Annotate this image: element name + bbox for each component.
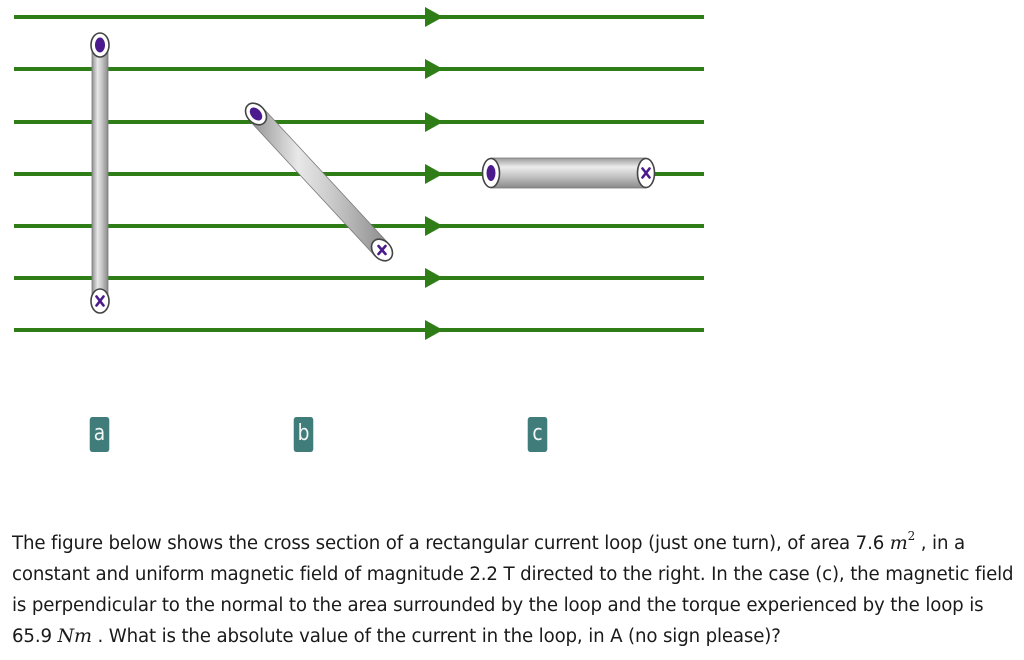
question-part2: , in a constant and uniform magnetic field of magnitude 2.2 T directed to the right. In the case (c), the magnetic field is perpendicular to the normal to the area surrounded by the loop and the torque experienced by the loop is 65.9: [12, 533, 1014, 647]
area-unit: m: [889, 532, 908, 554]
arrow-right-icon: [425, 268, 443, 288]
loop-c: [483, 158, 655, 188]
question-text: [12, 528, 1022, 652]
arrow-right-icon: [425, 320, 443, 340]
label-b: b: [294, 417, 314, 452]
area-exponent: 2: [907, 529, 916, 543]
question-part3: . What is the absolute value of the current in the loop, in A (no sign please)?: [91, 626, 781, 647]
label-a: a: [90, 417, 110, 452]
arrow-right-icon: [425, 164, 443, 184]
arrow-right-icon: [425, 59, 443, 79]
arrow-right-icon: [425, 216, 443, 236]
arrow-right-icon: [425, 112, 443, 132]
loop-a: [91, 33, 109, 313]
label-c: c: [528, 417, 548, 452]
field-arrowheads: [425, 7, 443, 340]
torque-unit: Nm: [57, 625, 92, 647]
question-part1: The figure below shows the cross section of a rectangular current loop (just one turn), of area 7.6: [12, 533, 890, 554]
arrow-right-icon: [425, 7, 443, 27]
